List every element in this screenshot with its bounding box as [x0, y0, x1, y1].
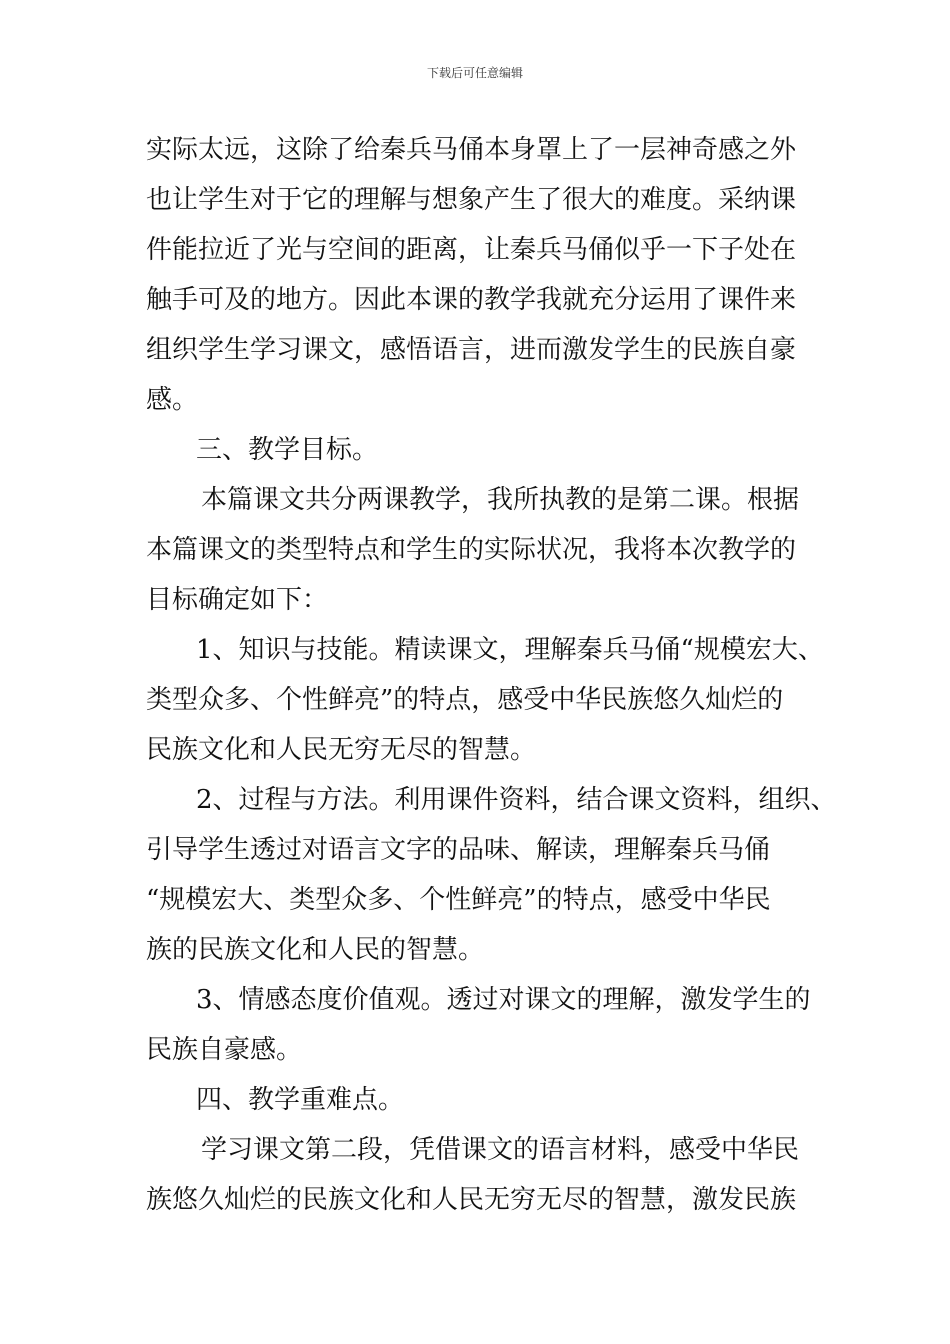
- list-item-line: 3、情感态度价值观。透过对课文的理解，激发学生的: [196, 985, 811, 1015]
- text-line: 件能拉近了光与空间的距离，让秦兵马俑似乎一下子处在: [146, 235, 797, 265]
- text-line: 也让学生对于它的理解与想象产生了很大的难度。采纳课: [146, 185, 797, 215]
- page-header: 下载后可任意编辑: [426, 66, 523, 80]
- text-line: 民族文化和人民无穷无尽的智慧。: [146, 735, 537, 765]
- text-line: 引导学生透过对语言文字的品味、解读，理解秦兵马俑: [146, 835, 771, 865]
- text-line: 本篇课文共分两课教学，我所执教的是第二课。根据: [201, 485, 800, 515]
- section-heading: 三、教学目标。: [196, 435, 379, 465]
- text-line: 族的民族文化和人民的智慧。: [146, 935, 485, 965]
- text-line: 实际太远，这除了给秦兵马俑本身罩上了一层神奇感之外: [146, 135, 797, 165]
- text-line: 类型众多、个性鲜亮”的特点，感受中华民族悠久灿烂的: [146, 685, 784, 715]
- section-heading: 四、教学重难点。: [196, 1085, 405, 1115]
- text-line: 触手可及的地方。因此本课的教学我就充分运用了课件来: [146, 285, 797, 315]
- text-line: 学习课文第二段，凭借课文的语言材料，感受中华民: [201, 1135, 800, 1165]
- list-item-line: 2、过程与方法。利用课件资料，结合课文资料，组织、: [196, 785, 837, 815]
- text-line: 组织学生学习课文，感悟语言，进而激发学生的民族自豪: [146, 335, 797, 365]
- text-line: “规模宏大、类型众多、个性鲜亮”的特点，感受中华民: [146, 885, 771, 915]
- text-line: 目标确定如下：: [146, 585, 329, 615]
- text-line: 族悠久灿烂的民族文化和人民无穷无尽的智慧，激发民族: [146, 1185, 797, 1215]
- list-item-line: 1、知识与技能。精读课文，理解秦兵马俑“规模宏大、: [196, 635, 824, 665]
- text-line: 民族自豪感。: [146, 1035, 303, 1065]
- text-line: 本篇课文的类型特点和学生的实际状况，我将本次教学的: [146, 535, 797, 565]
- text-line: 感。: [146, 385, 199, 415]
